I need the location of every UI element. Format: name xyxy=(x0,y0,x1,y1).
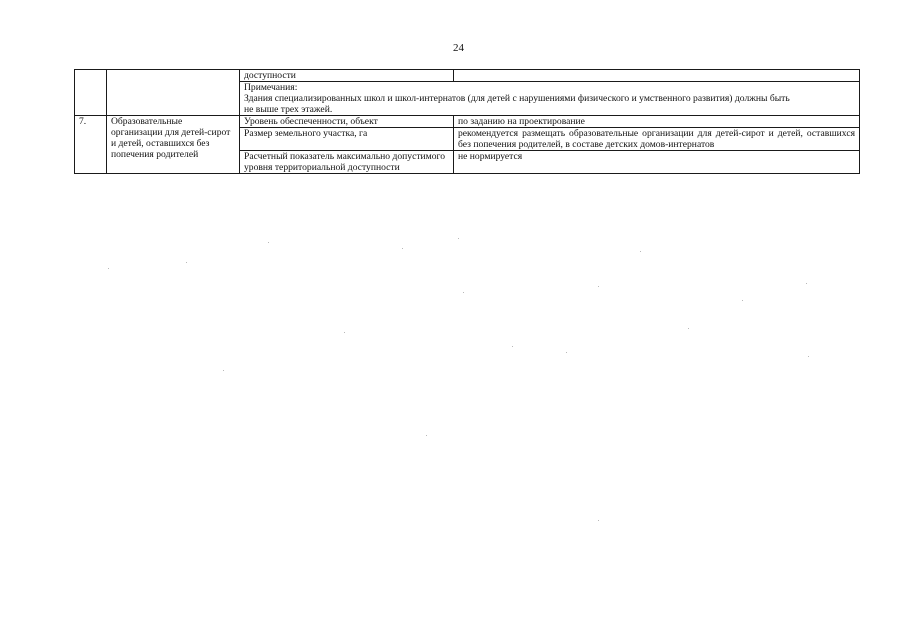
cell-parameter: Размер земельного участка, га xyxy=(240,128,454,151)
cell-number-empty xyxy=(75,70,107,116)
cell-parameter: Расчетный показатель максимально допустимого уровня территориальной доступности xyxy=(240,151,454,174)
section-number: 7. xyxy=(75,116,107,174)
notes-title: Примечания: xyxy=(244,82,298,93)
cell-value: рекомендуется размещать образовательные организации для детей-сирот и детей, оставшихся без попечения родителей, в составе детских домов-интернатов xyxy=(454,128,860,151)
notes-text: Здания специализированных школ и школ-интернатов (для детей с нарушениями физического и умственного развития) должны быть не выше трех этажей. xyxy=(244,93,790,115)
table-row xyxy=(75,70,860,82)
page-number: 24 xyxy=(453,42,464,54)
cell-parameter-availability: доступности xyxy=(240,70,454,82)
cell-value: по заданию на проектирование xyxy=(454,116,860,128)
notes-cell xyxy=(240,82,860,116)
cell-value: не нормируется xyxy=(454,151,860,174)
cell-name-empty xyxy=(107,70,240,116)
cell-parameter: Уровень обеспеченности, объект xyxy=(240,116,454,128)
norms-table xyxy=(74,69,860,174)
cell-value-availability xyxy=(454,70,860,82)
table-row xyxy=(75,116,860,128)
section-name: Образовательные организации для детей-сирот и детей, оставшихся без попечения родителей xyxy=(107,116,240,174)
